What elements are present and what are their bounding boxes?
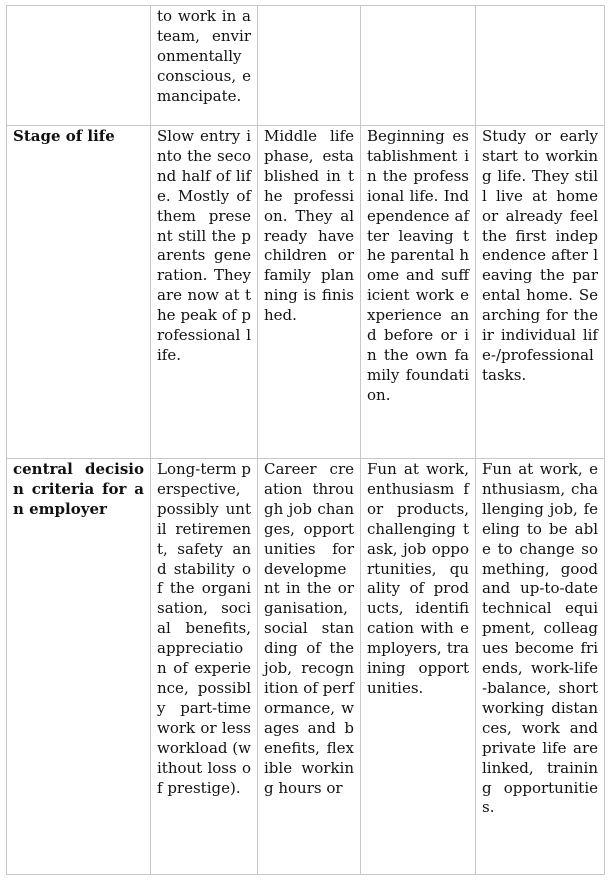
row-label: central decision criteria for an employer	[7, 459, 151, 875]
table-cell: Middle life phase, established in the profession. They already have children or family planning is finished.	[258, 126, 361, 459]
table-cell: Study or early start to working life. They still live at home or already feel the first independence after leaving the parental home. Searching for their individual life-/professional tasks.	[476, 126, 605, 459]
generation-comparison-table	[6, 5, 605, 875]
row-label: Stage of life	[7, 126, 151, 459]
table-cell: to work in a team, environmentally conscious, emancipate.	[151, 6, 258, 126]
table-cell: Slow entry into the second half of life. Mostly of them present still the parents generation. They are now at the peak of professional life.	[151, 126, 258, 459]
table-cell	[361, 6, 476, 126]
table-cell	[476, 6, 605, 126]
table-cell: Long-term perspective, possibly until retirement, safety and stability of the organisation, social benefits, appreciation of experience, possibly part-time work or less workload (without loss of prestige).	[151, 459, 258, 875]
row-label	[7, 6, 151, 126]
table-row-decision-criteria	[7, 459, 605, 875]
table-cell: Career creation through job changes, opportunities for development in the organisation, social standing of the job, recognition of performance, wages and benefits, flexible working hours or	[258, 459, 361, 875]
table-cell: Fun at work, enthusiasm, challenging job, feeling to be able to change something, good and up-to-date technical equipment, colleagues become friends, work-life-balance, short working distances, work and private life are linked, training opportunities.	[476, 459, 605, 875]
table-cell: Fun at work, enthusiasm for products, challenging task, job opportunities, quality of products, identification with employers, training opportunities.	[361, 459, 476, 875]
table-row-stage-of-life	[7, 126, 605, 459]
table-row-continued	[7, 6, 605, 126]
table-cell	[258, 6, 361, 126]
table-cell: Beginning establishment in the professional life. Independence after leaving the parental home and sufficient work experience and before or in the own family foundation.	[361, 126, 476, 459]
